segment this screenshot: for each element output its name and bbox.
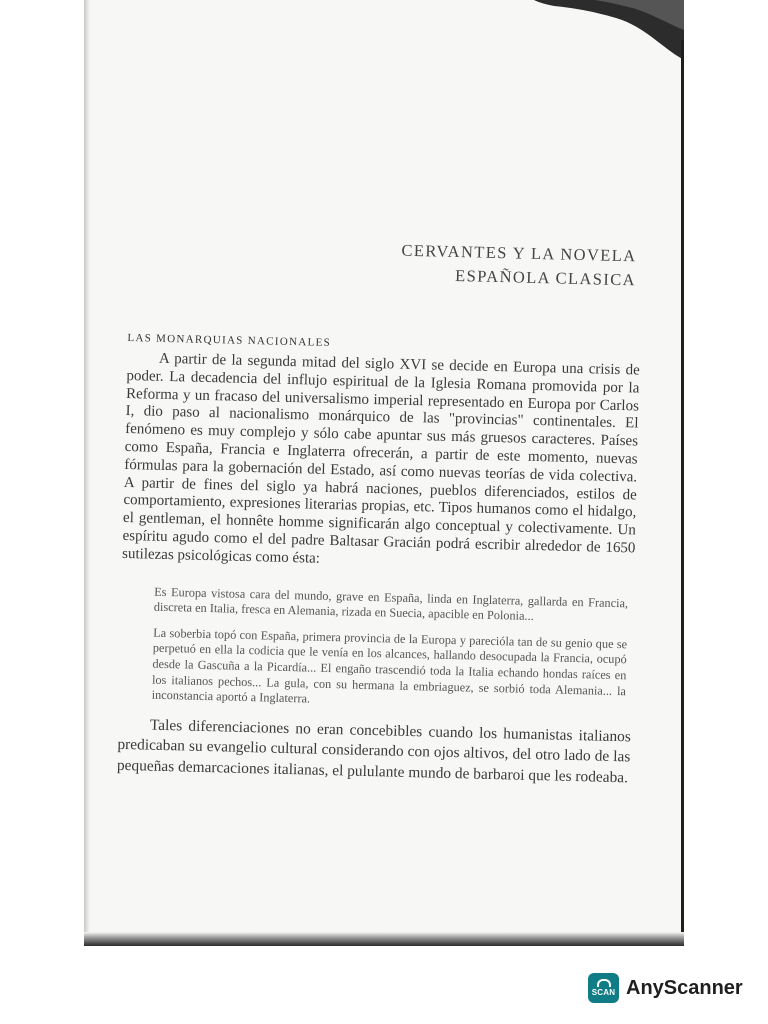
anyscanner-watermark (588, 972, 743, 1004)
chapter-title-line-2: ESPAÑOLA CLASICA (454, 265, 637, 290)
section-heading: LAS MONARQUIAS NACIONALES (127, 331, 332, 349)
scanned-page (84, 0, 684, 946)
page-left-shadow (84, 0, 90, 946)
scan-arc-icon (597, 979, 611, 987)
closing-paragraph: Tales diferenciaciones no eran concebibles cuando los humanistas italianos predicaban su evangelio cultural considerando con ojos altivos, del otro lado de las pequeñas demarcaciones italianas, el pululante mundo de barbaroi que les rodeaba. (116, 716, 632, 787)
opening-paragraph: A partir de la segunda mitad del siglo XVI se decide en Europa una crisis de poder. La decadencia del influjo espiritual de la Iglesia Romana promovida por la Reforma y un fracaso del universalismo imperial representado en Europa por Carlos I, dio paso al nacionalismo monárquico de las "provincias" continentales. El fenómeno es muy complejo y sólo cabe apuntar sus más gruesos caracteres. Países como España, Francia e Inglaterra ofrecerán, a partir de este momento, nuevas fórmulas para la gobernación del Estado, así como nuevas teorías de vida colectiva. A partir de fines del siglo ya habrá naciones, pueblos diferenciados, estilos de comportamiento, expresiones literarias propias, etc. Tipos humanos como el hidalgo, el gentleman, el honnête homme significarán algo conceptual y colectivamente. Un espíritu agudo como el del padre Baltasar Gracián podrá escribir alrededor de 1650 sutilezas psicológicas como ésta: (121, 350, 640, 567)
page-content (117, 232, 643, 789)
app-name: AnyScanner (626, 976, 743, 999)
page-bottom-shadow (84, 932, 684, 946)
page-right-shadow (681, 40, 684, 940)
chapter-title-line-1: CERVANTES Y LA NOVELA (401, 240, 637, 266)
quotation-paragraph-2: La soberbia topó con España, primera provincia de la Europa y parecióla tan de su genio que se perpetuó en ella la codicia que le venía en los alcances, hallando desocupada la Francia, ocupó desde la Gascuña a la Picardía... El engaño trascendió toda la Italia echando hondas raíces en los italianos pechos... La gula, con su hermana la embriaguez, se sorbió toda Alemania... la inconstancia aportó a Inglaterra. (151, 625, 628, 706)
quotation-block (151, 584, 628, 715)
quotation-paragraph-1: Es Europa vistosa cara del mundo, grave en España, linda en Inglaterra, gallarda en Francia, discreta en Italia, fresca en Alemania, rizada en Suecia, apacible en Polonia... (153, 584, 629, 624)
scan-app-icon (588, 973, 619, 1003)
scan-icon-label: SCAN (591, 988, 616, 997)
chapter-title (129, 232, 637, 292)
folded-corner-shadow (534, 0, 684, 60)
